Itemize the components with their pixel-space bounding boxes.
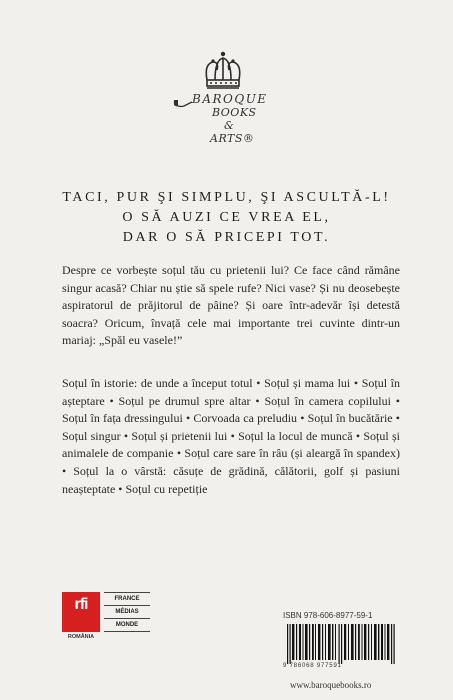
contents-paragraph: Soțul în istorie: de unde a început totul • Soțul și mama lui • Soțul în așteptare • Soțul pe drumul spre altar • Soțul în camera copilului • Soțul în fața dressingului • Corvoada ca preludiu • Soțul în bucătărie • Soțul singur • Soțul și prietenii lui • Soțul la locul de muncă • Soțul și animalele de companie • Soțul care sare în râu (și aleargă în spandex) • Soțul la o vârstă: căsuțe de grădină, călătorii, golf și pasiuni neașteptate • Soțul cu repetiție [62, 376, 400, 496]
description-paragraph: Despre ce vorbește soțul tău cu prietenii lui? Ce face când rămâne singur acasă? Chiar nu știe să spele rufe? Nici vase? Și nu deosebește aspiratorul de prăjitorul de pâine? Și oare într-adevăr își detestă soacra? Oricum, învață cele mai importante trei cuvinte dintr-un mariaj: „Spăl eu vasele!” [62, 263, 400, 348]
rfi-logo-text: rfi [74, 596, 88, 613]
crown-icon [199, 50, 247, 96]
website-text: www.baroquebooks.ro [290, 680, 372, 690]
publisher-logo-text [170, 92, 300, 156]
logo-line: BOOKS [212, 106, 257, 119]
rfi-logo [62, 592, 100, 632]
barcode-digits: 9 786068 977591 [283, 663, 342, 669]
tagline-line: O SĂ AUZI CE VREA EL, [122, 210, 331, 225]
logo-line: & [224, 119, 235, 132]
france-medias-monde-logo [104, 592, 150, 632]
tagline-line: TACI, PUR ŞI SIMPLU, ŞI ASCULTĂ-L! [62, 190, 391, 205]
tagline-line: DAR O SĂ PRICEPI TOT. [122, 230, 331, 245]
isbn-text: ISBN 978-606-8977-59-1 [283, 611, 373, 620]
rfi-label: ROMÂNIA [67, 634, 95, 640]
fmm-line: FRANCE [104, 592, 150, 605]
fmm-line: MÉDIAS [104, 605, 150, 618]
logo-line: ARTS® [210, 132, 255, 145]
publisher-logo [0, 0, 453, 170]
fmm-line: MONDE [104, 618, 150, 632]
tagline [0, 188, 453, 248]
logo-line: BAROQUE [192, 92, 268, 106]
barcode [283, 624, 403, 666]
